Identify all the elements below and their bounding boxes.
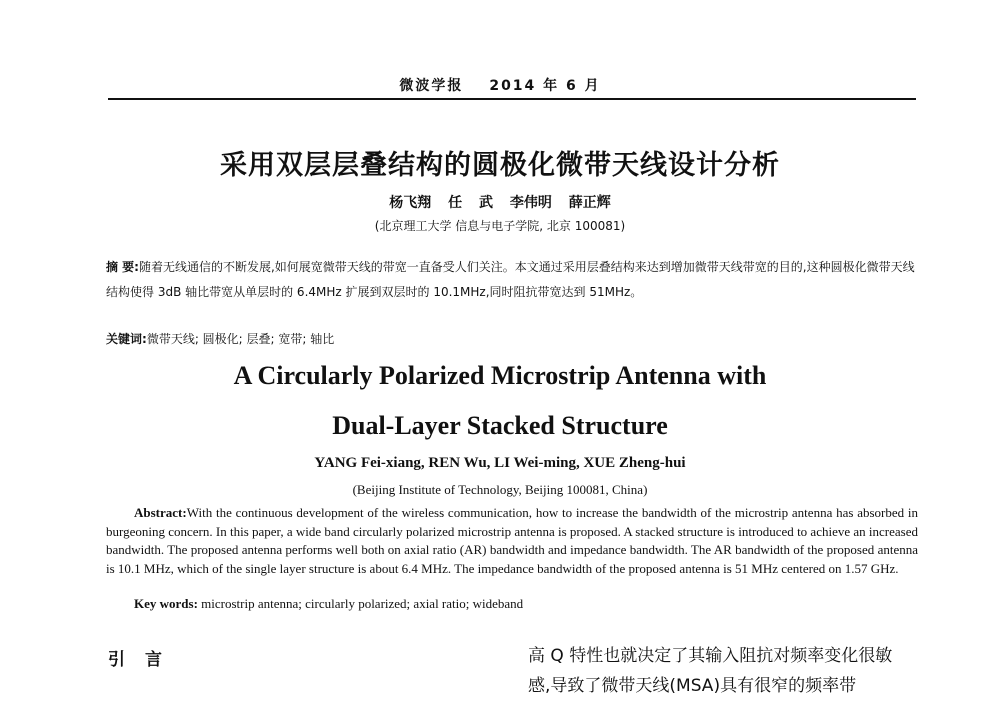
journal-header bbox=[0, 75, 1000, 95]
chinese-abstract-text: 随着无线通信的不断发展,如何展宽微带天线的带宽一直备受人们关注。本文通过采用层叠结构来达到增加微带天线带宽的目的,这种圆极化微带天线结构使得 3dB 轴比带宽从单层时的 6.4MHz 扩展到双层时的 10.1MHz,同时阻抗带宽达到 51MHz。 bbox=[106, 260, 915, 299]
chinese-keywords bbox=[106, 330, 918, 347]
english-title-line-1: A Circularly Polarized Microstrip Antenna with bbox=[233, 361, 767, 390]
section-heading-introduction bbox=[108, 645, 168, 670]
chinese-abstract bbox=[106, 255, 918, 305]
english-abstract-text: With the continuous development of the wireless communication, how to increase the bandwidth of the microstrip antenna has absorbed in burgeoning concern. In this paper, a wide band circularly polarized microstrip antenna is proposed. A stacked structure is introduced to achieve an increased bandwidth. The proposed antenna performs well both on axial ratio (AR) bandwidth and impedance bandwidth. The AR bandwidth of the proposed antenna is 10.1 MHz, which of the single layer structure is about 6.4 MHz. The impedance bandwidth of the proposed antenna is 51 MHz centered on 1.57 GHz. bbox=[106, 505, 918, 576]
english-keywords-label: Key words: bbox=[134, 596, 198, 611]
chinese-abstract-label: 摘 要: bbox=[106, 260, 139, 274]
english-keywords bbox=[134, 596, 523, 612]
english-affiliation: (Beijing Institute of Technology, Beijing 100081, China) bbox=[352, 482, 648, 497]
body-line-2: 感,导致了微带天线(MSA)具有很窄的频率带 bbox=[528, 676, 857, 696]
section-heading-char-2: 言 bbox=[145, 650, 168, 670]
issue-date: 2014 年 6 月 bbox=[489, 78, 601, 94]
english-abstract-label: Abstract: bbox=[134, 505, 187, 520]
chinese-keywords-text: 微带天线; 圆极化; 层叠; 宽带; 轴比 bbox=[146, 332, 335, 346]
body-text-right-column bbox=[528, 641, 916, 701]
journal-name: 微波学报 bbox=[399, 78, 464, 94]
chinese-authors: 杨飞翔 任 武 李伟明 薛正辉 bbox=[389, 195, 611, 211]
chinese-affiliation: (北京理工大学 信息与电子学院, 北京 100081) bbox=[374, 219, 626, 233]
english-authors: YANG Fei-xiang, REN Wu, LI Wei-ming, XUE Zheng-hui bbox=[314, 455, 686, 471]
english-title-line-2: Dual-Layer Stacked Structure bbox=[332, 411, 668, 440]
english-abstract bbox=[106, 504, 918, 578]
body-line-1: 高 Q 特性也就决定了其输入阻抗对频率变化很敏 bbox=[528, 646, 893, 666]
chinese-title: 采用双层层叠结构的圆极化微带天线设计分析 bbox=[220, 150, 780, 181]
header-rule bbox=[108, 98, 916, 100]
section-heading-char-1: 引 bbox=[108, 650, 131, 670]
english-keywords-text: microstrip antenna; circularly polarized; axial ratio; wideband bbox=[201, 596, 524, 611]
chinese-keywords-label: 关键词: bbox=[106, 332, 147, 346]
